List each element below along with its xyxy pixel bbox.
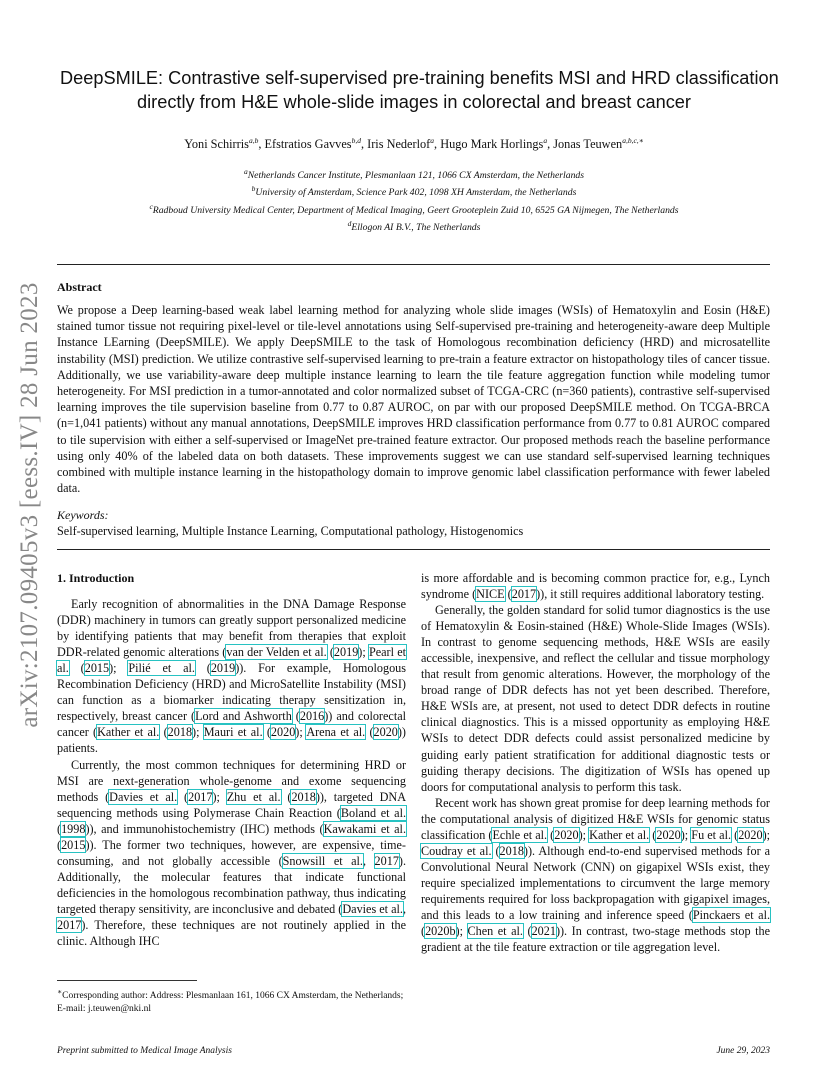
paragraph: Early recognition of abnormalities in the DNA Damage Response (DDR) machinery in tumors can greatly support personalized medicine by identifying patients that may benefit from therapies that exploit DDR-related genomic alterations (van der Velden et al. (2019); Pearl et al. (2015); Pilié et al. (2019)). For example, Homologous Recombination Deficiency (HRD) and MicroSatellite Instability (MSI) can function as a biomarker indicating therapy sensitization in, respectively, breast cancer (Lord and Ashworth (2016)) and colorectal cancer (Kather et al. (2018); Mauri et al. (2020); Arena et al. (2020)) patients. bbox=[57, 597, 407, 756]
abstract-top-rule bbox=[57, 264, 770, 265]
author-list: Yoni Schirris$^{a,b}$, Efstratios Gavves$^{b,d}$, Iris Nederlof$^a$, Hugo Mark Horlings$^a$, Jonas Teuwen$^{a,b,c,∗}$ bbox=[184, 136, 644, 152]
affiliation-text: Ellogon AI B.V., The Netherlands bbox=[351, 222, 481, 234]
citation-link[interactable]: Kawakami et al. bbox=[323, 821, 406, 836]
left-column bbox=[57, 570, 406, 949]
citation-link[interactable]: Davies et al. bbox=[109, 789, 178, 804]
author-affil-mark: a,b,c,∗ bbox=[622, 136, 644, 145]
citation-link[interactable]: 2015 bbox=[61, 837, 86, 852]
author-affil-mark: a bbox=[543, 136, 548, 145]
citation-link[interactable]: 2019 bbox=[333, 645, 359, 660]
author-affil-mark: b,d bbox=[351, 136, 361, 145]
citation-link[interactable]: 2018 bbox=[499, 843, 524, 858]
footer-preprint: Preprint submitted to Medical Image Analysis bbox=[57, 1046, 232, 1056]
arxiv-side-stamp bbox=[8, 282, 52, 728]
citation-link[interactable]: van der Velden et al. bbox=[226, 645, 327, 660]
citation-link[interactable]: Boland et al. bbox=[340, 805, 407, 820]
affiliation-text: Radboud University Medical Center, Department of Medical Imaging, Geert Grooteplein Zuid 10, 6525 GA Nijmegen, The Netherlands bbox=[152, 205, 679, 217]
affiliation-mark: c bbox=[149, 201, 153, 211]
citation-link[interactable]: 2016 bbox=[299, 709, 325, 724]
arxiv-id: arXiv:2107.09405v3 [eess.IV] 28 Jun 2023 bbox=[16, 282, 43, 728]
abstract-text: We propose a Deep learning-based weak label learning method for analyzing whole slide images (WSIs) of Hematoxylin and Eosin (H&E) stained tumor tissue not requiring pixel-level or tile-level annotations using Self-supervised pre-training and heterogeneity-aware deep Multiple Instance LEarning (DeepSMILE). We apply DeepSMILE to the task of Homologous recombination deficiency (HRD) and microsatellite instability (MSI) prediction. We utilize contrastive self-supervised learning to pre-train a feature extractor on histopathology tiles of cancer tissue. Additionally, we use variability-aware deep multiple instance learning to learn the tile feature aggregation function while modeling tumor heterogeneity. For MSI prediction in a tumor-annotated and color normalized subset of TCGA-CRC (n=360 patients), contrastive self-supervised learning improves the tile supervision baseline from 0.77 to 0.87 AUROC, on par with our proposed DeepSMILE method. On TCGA-BRCA (n=1,041 patients) without any manual annotations, DeepSMILE improves HRD classification performance from 0.77 to 0.81 AUROC compared to tile supervision with either a self-supervised or ImageNet pre-trained feature extractor. Our proposed methods reach the baseline performance using only 40% of the labeled data on both datasets. These improvements suggest we can use standard self-supervised learning techniques combined with multiple instance learning in the histopathology domain to improve genomic label classification performance with fewer labeled data. bbox=[57, 303, 770, 496]
author-name: Yoni Schirris bbox=[184, 137, 249, 152]
abstract-heading: Abstract bbox=[57, 280, 102, 294]
footnote-mark: ∗ bbox=[57, 987, 63, 996]
right-column bbox=[421, 570, 770, 955]
citation-link[interactable]: Pinckaers et al. bbox=[692, 907, 770, 922]
section-heading: 1. Introduction bbox=[57, 571, 135, 585]
title-line-1: DeepSMILE: Contrastive self-supervised pre-training benefits MSI and HRD classification bbox=[60, 68, 779, 88]
citation-link[interactable]: Arena et al. bbox=[306, 725, 366, 740]
citation-link[interactable]: NICE bbox=[476, 587, 505, 602]
citation-link[interactable]: Davies et al. bbox=[342, 901, 403, 916]
title-line-2: directly from H&E whole-slide images in colorectal and breast cancer bbox=[137, 92, 691, 112]
citation-link[interactable]: 2017 bbox=[57, 917, 82, 932]
citation-link[interactable]: Coudray et al. bbox=[421, 843, 492, 858]
paper-title bbox=[60, 66, 779, 114]
citation-link[interactable]: Fu et al. bbox=[691, 827, 732, 842]
affiliation bbox=[60, 200, 768, 217]
footnote-rule bbox=[57, 980, 197, 981]
affiliation bbox=[60, 217, 768, 234]
citation-link[interactable]: 2020 bbox=[554, 827, 579, 842]
affiliation bbox=[60, 182, 768, 199]
author-name: Hugo Mark Horlings bbox=[440, 137, 544, 152]
citation-link[interactable]: Mauri et al. bbox=[203, 725, 263, 740]
paragraph: is more affordable and is becoming common practice for, e.g., Lynch syndrome (NICE (2017)), it still requires additional laboratory testing. bbox=[421, 571, 770, 602]
citation-link[interactable]: 2020 bbox=[738, 827, 763, 842]
affiliation-mark: b bbox=[251, 184, 256, 194]
citation-link[interactable]: 2020 bbox=[656, 827, 681, 842]
affiliation-mark: d bbox=[347, 219, 352, 229]
citation-link[interactable]: 2018 bbox=[167, 725, 193, 740]
citation-link[interactable]: Pilié et al. bbox=[128, 661, 195, 676]
author-affil-mark: a bbox=[430, 136, 435, 145]
footnote bbox=[57, 985, 406, 1016]
citation-link[interactable]: Echle et al. bbox=[492, 827, 548, 842]
affiliation-text: Netherlands Cancer Institute, Plesmanlaan 121, 1066 CX Amsterdam, the Netherlands bbox=[247, 170, 585, 182]
citation-link[interactable]: Snowsill et al. bbox=[282, 853, 363, 868]
citation-link[interactable]: 2017 bbox=[374, 853, 399, 868]
citation-link[interactable]: 2020b bbox=[425, 924, 456, 939]
citation-link[interactable]: 2019 bbox=[210, 661, 236, 676]
footer-date: June 29, 2023 bbox=[716, 1046, 770, 1056]
citation-link[interactable]: Lord and Ashworth bbox=[195, 709, 292, 724]
author-affil-mark: a,b bbox=[248, 136, 259, 145]
author-name: Efstratios Gavves bbox=[264, 137, 352, 152]
paragraph: Recent work has shown great promise for deep learning methods for the computational analysis of digitized H&E WSIs for genomic status classification (Echle et al. (2020); Kather et al. (2020); Fu et al. (2020); Coudray et al. (2018)). Although end-to-end supervised methods for a Convolutional Neural Network (CNN) on gigapixel WSIs exist, they require specialized implementations to circumvent the large memory requirements required for loss backpropagation with gigapixel images, and this leads to a low training and inference speed (Pinckaers et al. (2020b); Chen et al. (2021)). In contrast, two-stage methods stop the gradient at the tile feature extraction or tile aggregation level. bbox=[421, 795, 771, 955]
citation-link[interactable]: 2017 bbox=[511, 587, 537, 602]
paragraph: Generally, the golden standard for solid tumor diagnostics is the use of Hematoxylin & Eosin-stained (H&E) Whole-Slide Images (WSIs). In contrast to genome sequencing methods, H&E WSIs are easily accessible, inexpensive, and reflect the cellular and tissue morphology that result from genomic alterations. However, the morphology of the broad range of DDR defects has not yet been described. Therefore, H&E WSIs are, at present, not used to detect DDR defects in routine clinical diagnostics. This is a missed opportunity as employing H&E WSIs to detect DDR defects could assist personalized medicine by guiding early patient stratification for additional diagnostic tests or guiding therapy decisions. The digitization of WSIs has opened up doors for computational analysis to perform this task. bbox=[421, 603, 770, 794]
citation-link[interactable]: 2015 bbox=[84, 661, 110, 676]
affiliation bbox=[60, 165, 768, 182]
citation-link[interactable]: Zhu et al. bbox=[226, 789, 281, 804]
keywords-text: Self-supervised learning, Multiple Instance Learning, Computational pathology, Histogenomics bbox=[57, 524, 524, 538]
citation-link[interactable]: 1998 bbox=[61, 821, 86, 836]
footnote-text: Corresponding author: Address: Plesmanlaan 161, 1066 CX Amsterdam, the Netherlands; E-mail: j.teuwen@nki.nl bbox=[57, 991, 404, 1015]
affiliation-text: University of Amsterdam, Science Park 402, 1098 XH Amsterdam, the Netherlands bbox=[255, 187, 577, 199]
citation-link[interactable]: Kather et al. bbox=[97, 725, 160, 740]
citation-link[interactable]: 2021 bbox=[531, 924, 556, 939]
affiliation-mark: a bbox=[243, 167, 248, 176]
citation-link[interactable]: Chen et al. bbox=[467, 924, 523, 939]
citation-link[interactable]: 2020 bbox=[373, 725, 398, 740]
paragraph: Currently, the most common techniques for determining HRD or MSI are next-generation whole-genome and exome sequencing methods (Davies et al. (2017); Zhu et al. (2018)), targeted DNA sequencing methods using Polymerase Chain Reaction (Boland et al. (1998)), and immunohistochemistry (IHC) methods (Kawakami et al. (2015)). The former two techniques, however, are expensive, time-consuming, and not globally accessible (Snowsill et al., 2017). Additionally, the molecular features that indicate functional deficiencies in the homologous recombination pathway, thus indicating targeted therapy sensitivity, are inconclusive and debated (Davies et al., 2017). Therefore, these techniques are not routinely applied in the clinic. Although IHC bbox=[57, 757, 407, 949]
keywords-heading: Keywords: bbox=[57, 508, 109, 522]
citation-link[interactable]: 2018 bbox=[291, 789, 316, 804]
citation-link[interactable]: 2017 bbox=[188, 789, 213, 804]
citation-link[interactable]: 2020 bbox=[270, 725, 296, 740]
citation-link[interactable]: Kather et al. bbox=[589, 827, 650, 842]
affiliation-list bbox=[60, 165, 768, 235]
citation-link[interactable]: Pearl et al. bbox=[57, 645, 407, 676]
author-name: Jonas Teuwen bbox=[553, 137, 623, 152]
abstract-bottom-rule bbox=[57, 549, 770, 550]
author-name: Iris Nederlof bbox=[367, 137, 431, 152]
